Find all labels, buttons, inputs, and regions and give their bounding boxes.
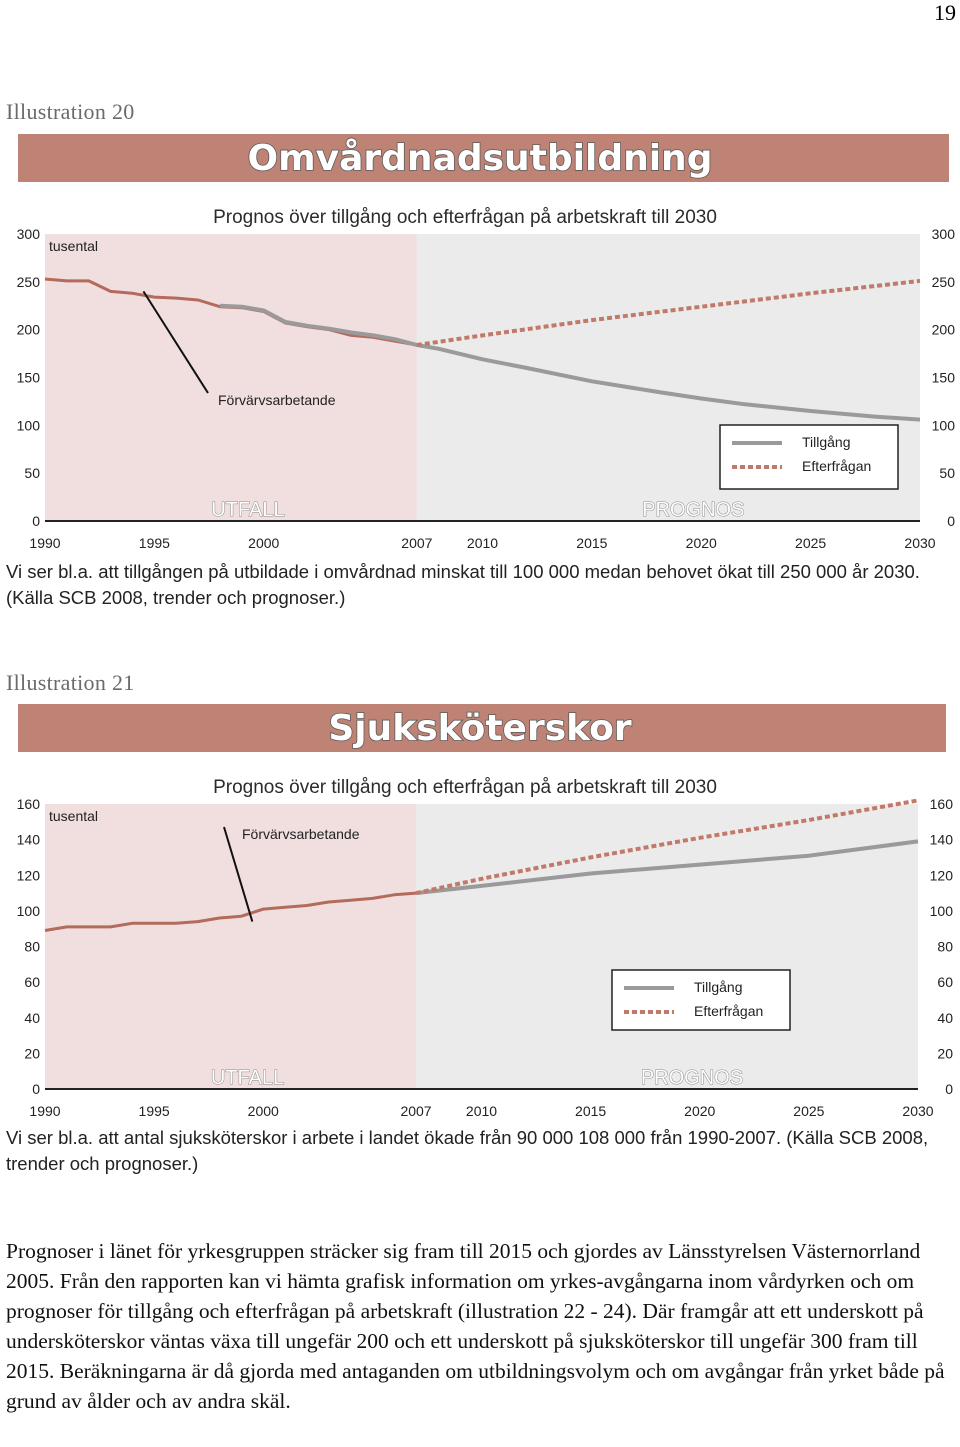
y-tick-label-left: 20: [24, 1045, 40, 1062]
x-tick-label: 1995: [138, 1103, 170, 1119]
chart-sjukskoterskor: [0, 700, 960, 1125]
x-tick-label: 2020: [685, 535, 717, 551]
chart-title: Omvårdnadsutbildning: [247, 138, 713, 179]
x-tick-label: 2015: [576, 535, 608, 551]
x-tick-label: 2000: [248, 535, 280, 551]
y-tick-label-right: 250: [931, 273, 955, 290]
body-paragraph: Prognoser i länet för yrkesgruppen sträcker sig fram till 2015 och gjordes av Länsstyrelsen Västernorrland 2005. Från den rapporten kan vi hämta grafisk information om yrkes-avgångarna inom vårdyrken och om prognoser för tillgång och efterfrågan på arbetskraft (illustration 22 - 24). Där framgår att ett underskott på undersköterskor väntas växa till ungefär 200 och ett underskott på sjuksköterskor till ungefär 300 fram till 2015. Beräkningarna är då gjorda med antaganden om utbildningsvolym och om avgångar från yrket både på grund av ålder och av andra skäl.: [6, 1239, 945, 1413]
illustration-21-label: Illustration 21: [6, 670, 135, 695]
y-tick-label-right: 20: [937, 1045, 953, 1062]
y-tick-label-right: 140: [929, 831, 953, 848]
annotation-label: Förvärvsarbetande: [242, 826, 360, 842]
y-tick-label-right: 60: [937, 974, 953, 991]
y-tick-label-right: 0: [945, 1081, 953, 1097]
legend-label-tillgang: Tillgång: [802, 434, 851, 450]
x-tick-label: 2015: [575, 1103, 607, 1119]
forecast-period-background: [416, 804, 918, 1089]
x-tick-label: 2030: [904, 535, 936, 551]
y-tick-label-right: 40: [937, 1009, 953, 1026]
page-number: 19: [934, 0, 956, 25]
y-tick-label-right: 80: [937, 938, 953, 955]
unit-label: tusental: [49, 238, 99, 254]
y-tick-label-left: 100: [16, 902, 40, 919]
chart-title: Sjuksköterskor: [328, 708, 632, 749]
x-tick-label: 2010: [465, 1103, 498, 1119]
y-tick-label-right: 120: [929, 867, 953, 884]
illustration-21-caption: Vi ser bl.a. att antal sjuksköterskor i arbete i landet ökade från 90 000 108 000 från 1990-2007. (Källa SCB 2008, trender och prognoser.): [6, 1127, 929, 1174]
actual-period-background: [45, 234, 417, 521]
y-tick-label-right: 300: [931, 226, 955, 242]
illustration-20-caption: Vi ser bl.a. att tillgången på utbildade i omvårdnad minskat till 100 000 medan behovet ökat till 250 000 år 2030. (Källa SCB 2008, trender och prognoser.): [6, 561, 920, 608]
y-tick-label-right: 100: [929, 902, 953, 919]
x-tick-label: 2007: [400, 1103, 432, 1119]
x-tick-label: 2007: [401, 535, 433, 551]
x-tick-label: 2030: [902, 1103, 934, 1119]
x-tick-label: 2025: [793, 1103, 825, 1119]
legend-label-tillgang: Tillgång: [694, 979, 743, 995]
y-tick-label-left: 150: [16, 369, 40, 386]
x-tick-label: 1995: [138, 535, 170, 551]
y-tick-label-left: 200: [16, 321, 40, 338]
chart-omvardnadsutbildning: [0, 130, 960, 555]
y-tick-label-left: 120: [16, 867, 40, 884]
chart-subtitle: Prognos över tillgång och efterfrågan på arbetskraft till 2030: [213, 777, 717, 798]
y-tick-label-left: 250: [16, 273, 40, 290]
legend-label-efterfragan: Efterfrågan: [802, 458, 872, 474]
y-tick-label-right: 200: [931, 321, 955, 338]
y-tick-label-right: 100: [931, 417, 955, 434]
y-tick-label-right: 160: [929, 796, 953, 812]
y-tick-label-left: 50: [24, 465, 40, 482]
x-tick-label: 2020: [684, 1103, 716, 1119]
chart-subtitle: Prognos över tillgång och efterfrågan på arbetskraft till 2030: [213, 207, 717, 228]
illustration-20-label: Illustration 20: [6, 99, 135, 124]
x-tick-label: 1990: [29, 535, 61, 551]
x-tick-label: 1990: [29, 1103, 61, 1119]
y-tick-label-left: 100: [16, 417, 40, 434]
x-tick-label: 2000: [247, 1103, 279, 1119]
x-tick-label: 2025: [795, 535, 827, 551]
y-tick-label-left: 300: [16, 226, 40, 242]
y-tick-label-left: 0: [32, 1081, 40, 1097]
annotation-label: Förvärvsarbetande: [218, 392, 336, 408]
y-tick-label-right: 150: [931, 369, 955, 386]
zone-label-prognos: PROGNOS: [642, 499, 745, 521]
zone-label-utfall: UTFALL: [210, 1067, 285, 1089]
unit-label: tusental: [49, 808, 99, 824]
y-tick-label-right: 50: [939, 465, 955, 482]
zone-label-utfall: UTFALL: [211, 499, 285, 521]
y-tick-label-left: 40: [24, 1009, 40, 1026]
y-tick-label-left: 160: [16, 796, 40, 812]
y-tick-label-left: 140: [16, 831, 40, 848]
y-tick-label-right: 0: [947, 513, 955, 529]
legend-label-efterfragan: Efterfrågan: [694, 1003, 764, 1019]
zone-label-prognos: PROGNOS: [640, 1067, 744, 1089]
y-tick-label-left: 60: [24, 974, 40, 991]
x-tick-label: 2010: [466, 535, 499, 551]
y-tick-label-left: 0: [32, 513, 40, 529]
y-tick-label-left: 80: [24, 938, 40, 955]
